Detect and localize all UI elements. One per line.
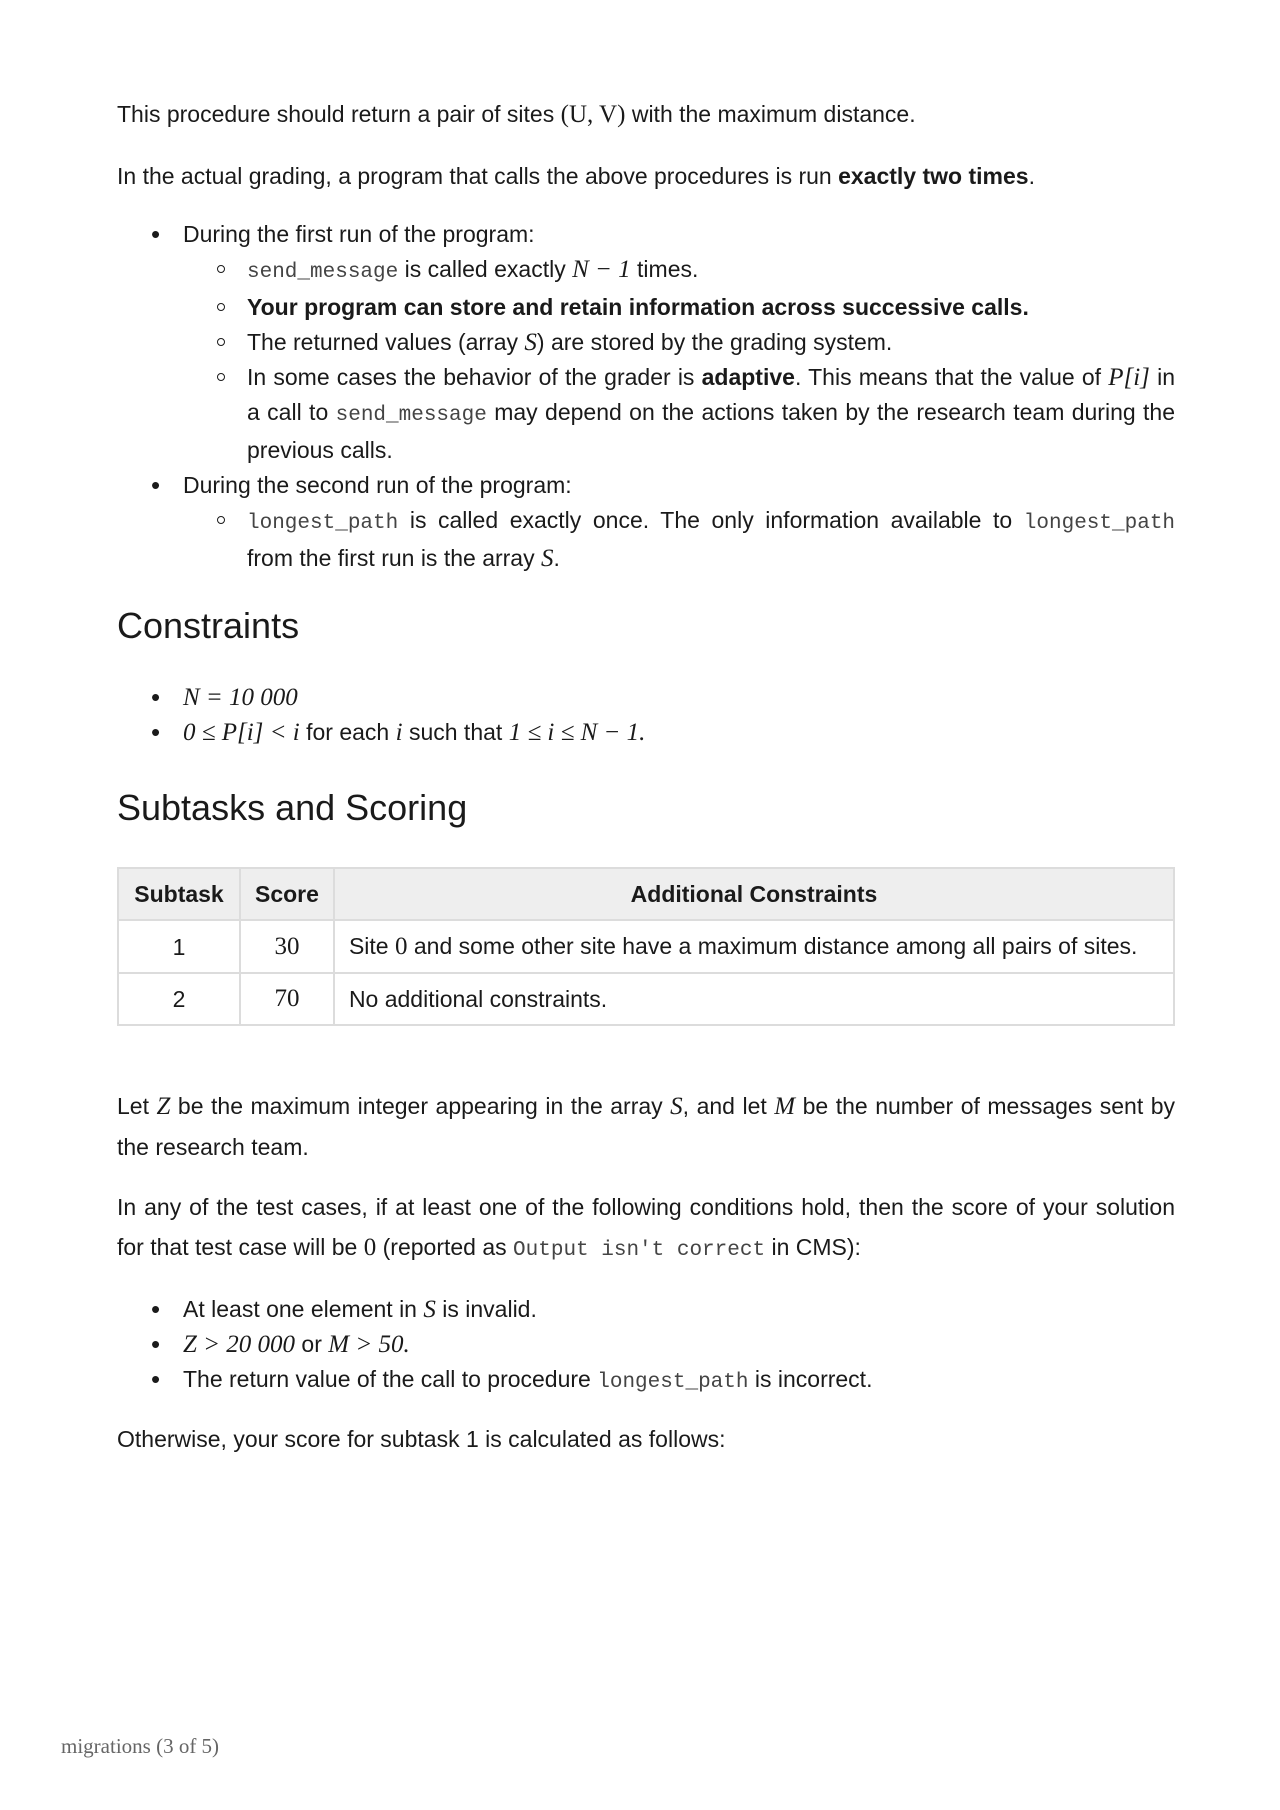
let-z-paragraph: Let Z be the maximum integer appearing in the array S, and let M be the number of messages sent by the research team. [117, 1093, 1176, 1160]
list-item: • N = 10 000 [117, 680, 1175, 715]
constraints-heading: Constraints [117, 605, 300, 646]
grading-paragraph: In the actual grading, a program that calls the above procedures is run exactly two times. [117, 163, 1035, 189]
list-item: • At least one element in S is invalid. [117, 1292, 1175, 1327]
first-run-sublist [183, 252, 1175, 468]
list-item: Your program can store and retain information across successive calls. [183, 290, 1175, 325]
column-header-subtask: Subtask [118, 868, 240, 920]
conditions-list [117, 1292, 1175, 1400]
second-run-item: • During the second run of the program: longest_path is called exactly once. The only information available to longest_path from the first run is the array S. [117, 468, 1175, 576]
table-row: 1 30 Site 0 and some other site have a maximum distance among all pairs of sites. [118, 920, 1174, 973]
runs-list [117, 217, 1175, 576]
return-paragraph: This procedure should return a pair of sites (U, V) with the maximum distance. [117, 101, 916, 128]
second-run-sublist [183, 503, 1175, 576]
subtasks-heading: Subtasks and Scoring [117, 787, 468, 828]
page-footer: migrations (3 of 5) [61, 1734, 220, 1758]
column-header-constraints: Additional Constraints [334, 868, 1174, 920]
table-header-row [118, 868, 1174, 920]
list-item: In some cases the behavior of the grader is adaptive. This means that the value of P[i] in a call to send_message may depend on the actions taken by the research team during the previous calls. [183, 360, 1175, 468]
list-item: The returned values (array S) are stored by the grading system. [183, 325, 1175, 360]
list-item: • Z > 20 000 or M > 50. [117, 1327, 1175, 1362]
math-uv: (U, V) [560, 101, 626, 128]
conditions-paragraph: In any of the test cases, if at least one of the following conditions hold, then the score of your solution for that test case will be 0 (reported as Output isn't correct in CMS): [117, 1194, 1175, 1262]
final-paragraph: Otherwise, your score for subtask 1 is calculated as follows: [117, 1426, 726, 1452]
list-item: send_message is called exactly N − 1 times. [183, 252, 1175, 290]
list-item: • The return value of the call to procedure longest_path is incorrect. [117, 1362, 1175, 1400]
table-row: 2 70 No additional constraints. [118, 973, 1174, 1025]
list-item: • 0 ≤ P[i] < i for each i such that 1 ≤ i ≤ N − 1. [117, 715, 1175, 750]
subtasks-table [117, 867, 1175, 1026]
constraints-list [117, 680, 1175, 750]
column-header-score: Score [240, 868, 334, 920]
first-run-item: • During the first run of the program: send_message is called exactly N − 1 times. Your program can store and retain information across successive calls. The returned values (array S) are stored by the grading system. In some cases the behavior of the grader is adaptive. This means that the value of P[i] in a call to send_message may depend on the actions taken by the research team during the previous calls. [117, 217, 1175, 468]
list-item: longest_path is called exactly once. The only information available to longest_path from the first run is the array S. [183, 503, 1175, 576]
